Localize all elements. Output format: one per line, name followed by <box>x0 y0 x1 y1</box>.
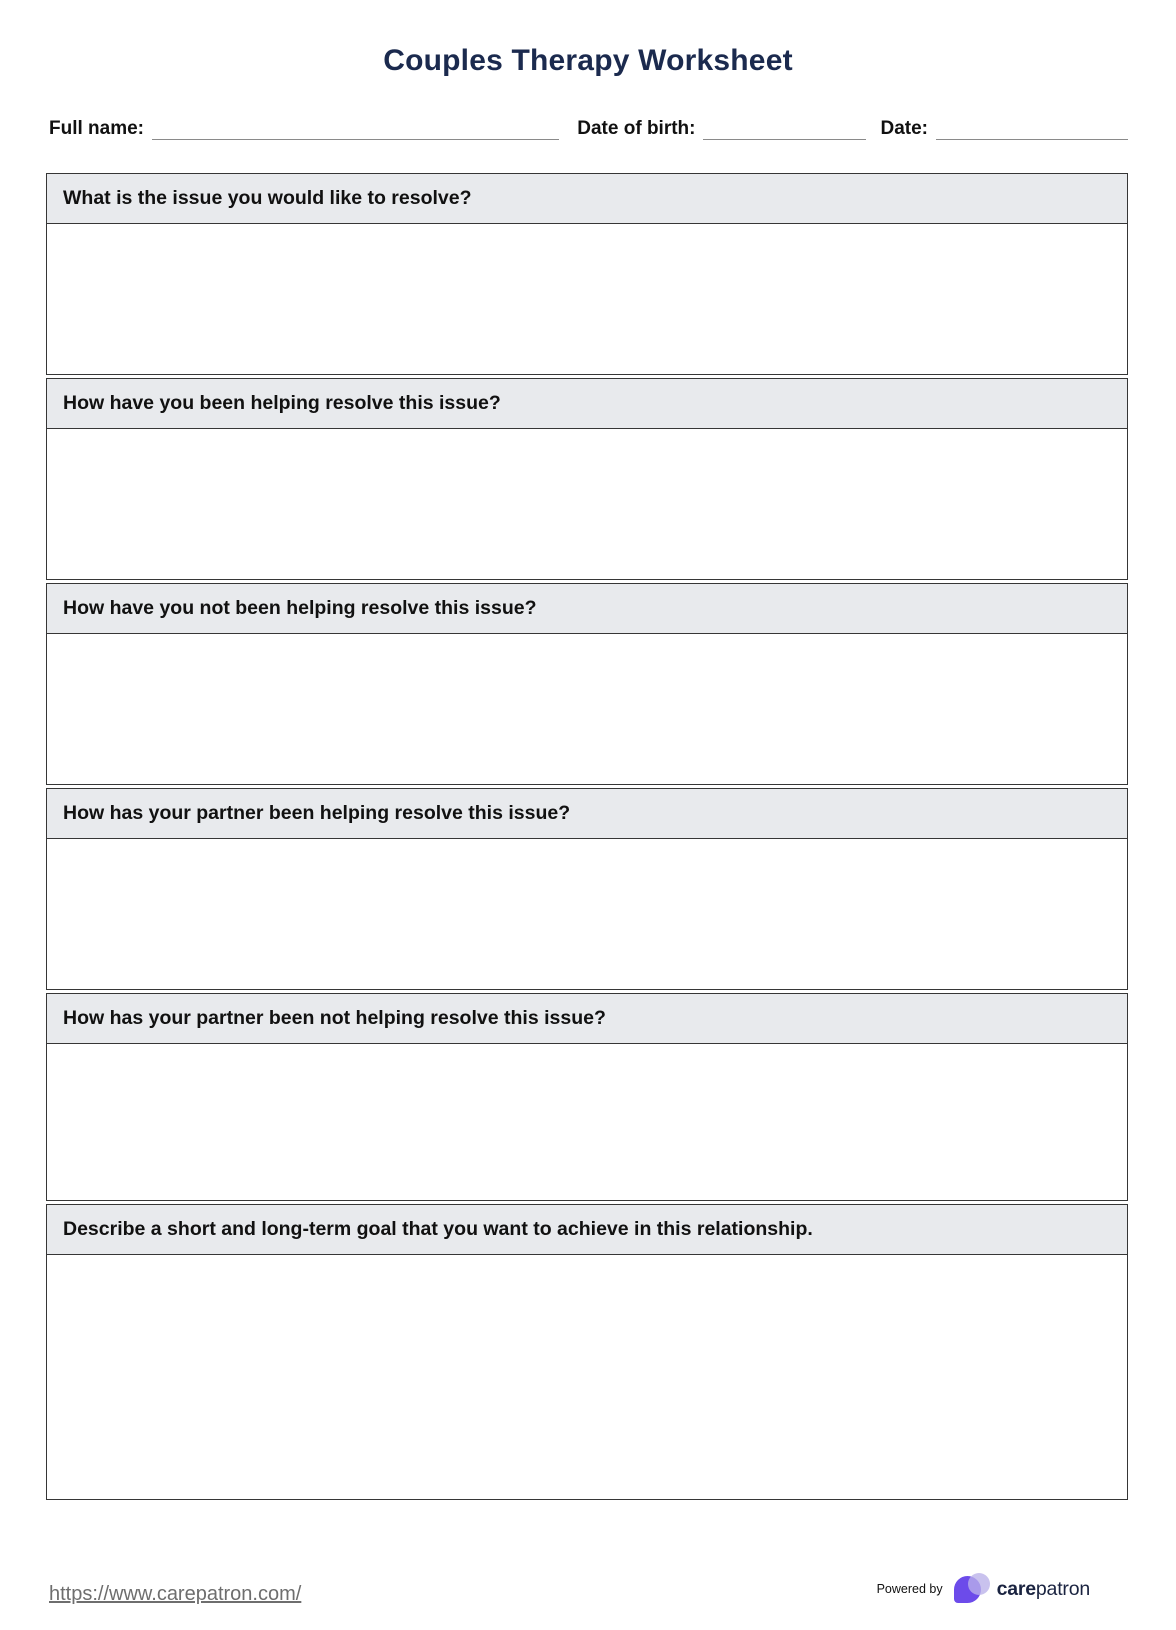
question-1-text: What is the issue you would like to resolve? <box>63 187 472 209</box>
wordmark-patron: patron <box>1035 1577 1090 1600</box>
question-section-4 <box>46 788 1128 990</box>
question-2-text: How have you been helping resolve this issue? <box>63 392 501 414</box>
question-section-5 <box>46 993 1128 1201</box>
question-section-6 <box>46 1204 1128 1500</box>
carepatron-logo-icon <box>954 1573 990 1605</box>
question-5-answer-area[interactable] <box>47 1044 1127 1200</box>
powered-by-label: Powered by <box>876 1582 943 1596</box>
question-2-answer-area[interactable] <box>47 429 1127 579</box>
patient-fields-row <box>49 116 1128 140</box>
question-1-answer-area[interactable] <box>47 224 1127 374</box>
page-title: Couples Therapy Worksheet <box>383 44 793 77</box>
full-name-input[interactable] <box>152 116 559 140</box>
carepatron-url-link[interactable]: https://www.carepatron.com/ <box>49 1583 302 1605</box>
question-5-header <box>47 994 1127 1044</box>
question-section-2 <box>46 378 1128 580</box>
question-2-header <box>47 379 1127 429</box>
question-5-text: How has your partner been not helping resolve this issue? <box>63 1007 606 1029</box>
date-of-birth-label: Date of birth: <box>577 118 696 139</box>
question-sections <box>46 173 1128 1500</box>
question-6-header <box>47 1205 1127 1255</box>
question-4-answer-area[interactable] <box>47 839 1127 989</box>
date-label: Date: <box>880 118 928 139</box>
question-3-answer-area[interactable] <box>47 634 1127 784</box>
wordmark-care: care <box>996 1577 1036 1600</box>
question-section-1 <box>46 173 1128 375</box>
question-6-text: Describe a short and long-term goal that you want to achieve in this relationship. <box>63 1218 813 1240</box>
carepatron-wordmark <box>997 1578 1090 1601</box>
date-input[interactable] <box>936 116 1128 140</box>
logo-circle-shape <box>968 1573 990 1595</box>
question-3-header <box>47 584 1127 634</box>
full-name-label: Full name: <box>49 118 145 139</box>
question-section-3 <box>46 583 1128 785</box>
date-of-birth-input[interactable] <box>703 116 866 140</box>
question-6-answer-area[interactable] <box>47 1255 1127 1499</box>
powered-by-row <box>877 1573 1090 1605</box>
question-1-header <box>47 174 1127 224</box>
question-4-text: How has your partner been helping resolve this issue? <box>63 802 571 824</box>
question-3-text: How have you not been helping resolve this issue? <box>63 597 537 619</box>
question-4-header <box>47 789 1127 839</box>
